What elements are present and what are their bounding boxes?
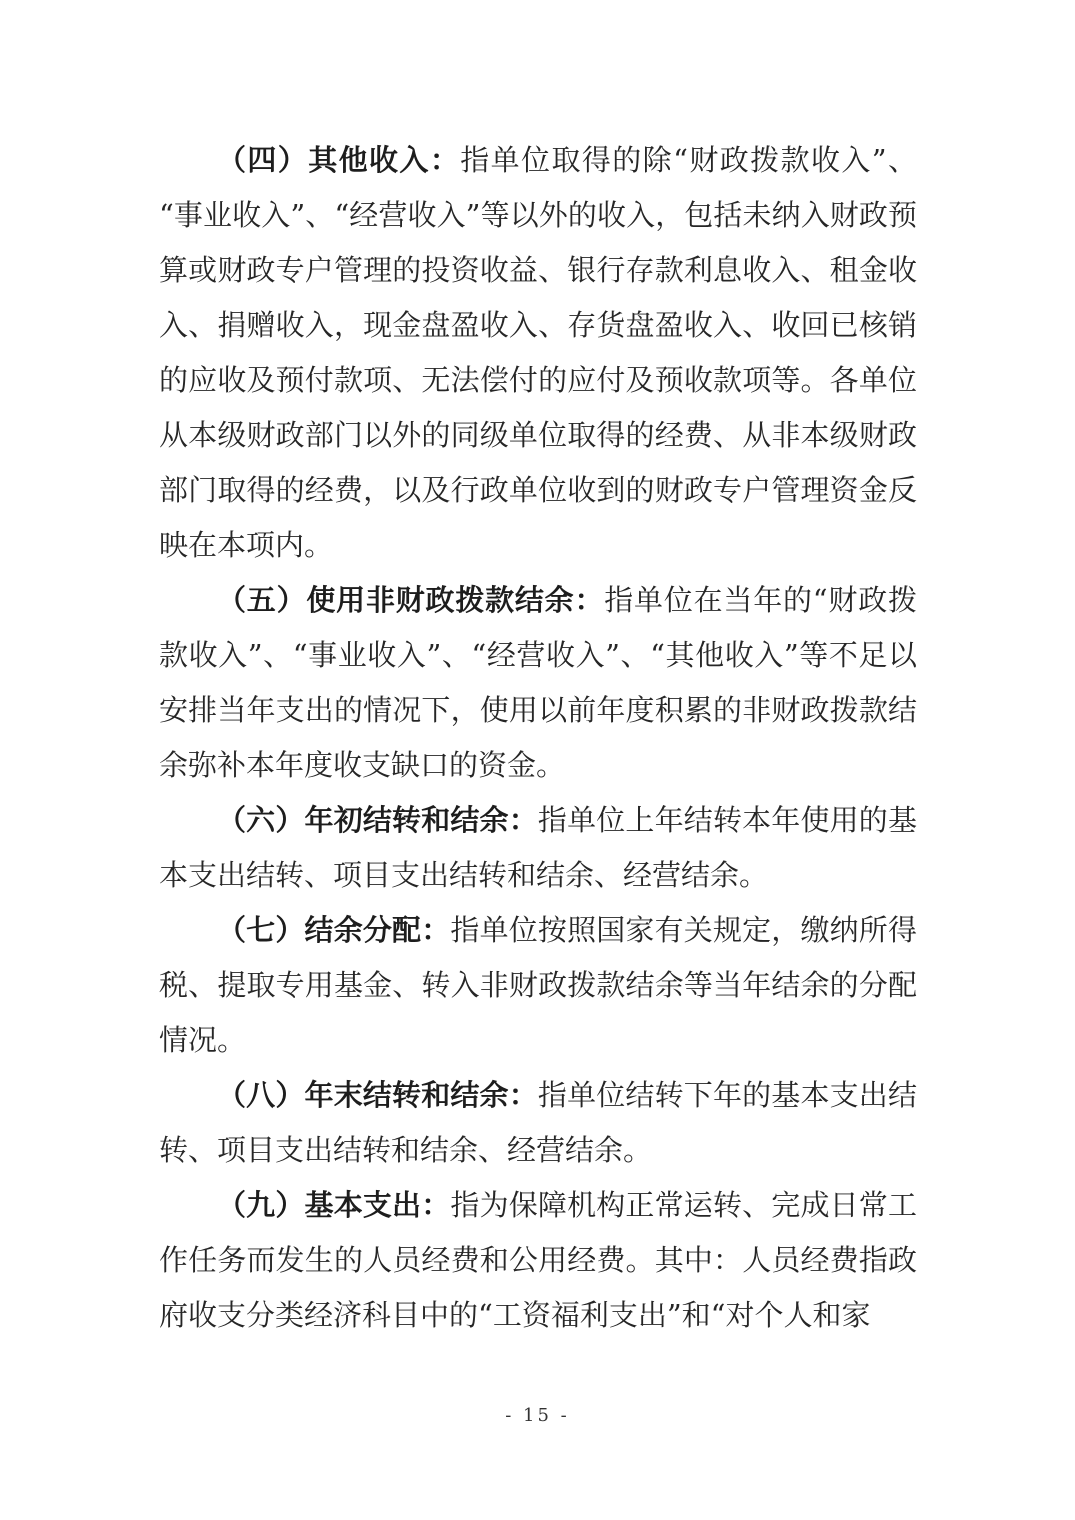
- paragraph-definition: 指为保障机构正常运转、完成日常工作任务而发生的人员经费和公用经费。其中：人员经费指政府收支分类经济科目中的“工资福利支出”和“对个人和家: [159, 1188, 917, 1332]
- page-footer: [0, 1405, 1075, 1426]
- paragraph-term: （五）使用非财政拨款结余：: [217, 583, 605, 617]
- paragraph-definition: 指单位按照国家有关规定，缴纳所得税、提取专用基金、转入非财政拨款结余等当年结余的分配情况。: [159, 913, 917, 1057]
- paragraph-term: （八）年末结转和结余：: [217, 1078, 538, 1112]
- paragraph-term: （六）年初结转和结余：: [217, 803, 538, 837]
- paragraph-definition: 指单位上年结转本年使用的基本支出结转、项目支出结转和结余、经营结余。: [159, 803, 917, 892]
- paragraph-term: （九）基本支出：: [217, 1188, 451, 1222]
- paragraph: [159, 1178, 917, 1343]
- document-body: [159, 133, 917, 1343]
- paragraph-definition: 指单位取得的除“财政拨款收入”、“事业收入”、“经营收入”等以外的收入，包括未纳入财政预算或财政专户管理的投资收益、银行存款利息收入、租金收入、捐赠收入，现金盘盈收入、存货盘盈收入、收回已核销的应收及预付款项、无法偿付的应付及预收款项等。各单位从本级财政部门以外的同级单位取得的经费、从非本级财政部门取得的经费，以及行政单位收到的财政专户管理资金反映在本项内。: [159, 143, 917, 562]
- paragraph-term: （四）其他收入：: [217, 143, 461, 177]
- paragraph-term: （七）结余分配：: [217, 913, 451, 947]
- paragraph-definition: 指单位结转下年的基本支出结转、项目支出结转和结余、经营结余。: [159, 1078, 917, 1167]
- page-number: - 15 -: [505, 1405, 570, 1426]
- paragraph: [159, 1068, 917, 1178]
- paragraph-definition: 指单位在当年的“财政拨款收入”、“事业收入”、“经营收入”、“其他收入”等不足以安排当年支出的情况下，使用以前年度积累的非财政拨款结余弥补本年度收支缺口的资金。: [159, 583, 917, 782]
- paragraph: [159, 793, 917, 903]
- paragraph: [159, 133, 917, 573]
- paragraph: [159, 573, 917, 793]
- paragraph: [159, 903, 917, 1068]
